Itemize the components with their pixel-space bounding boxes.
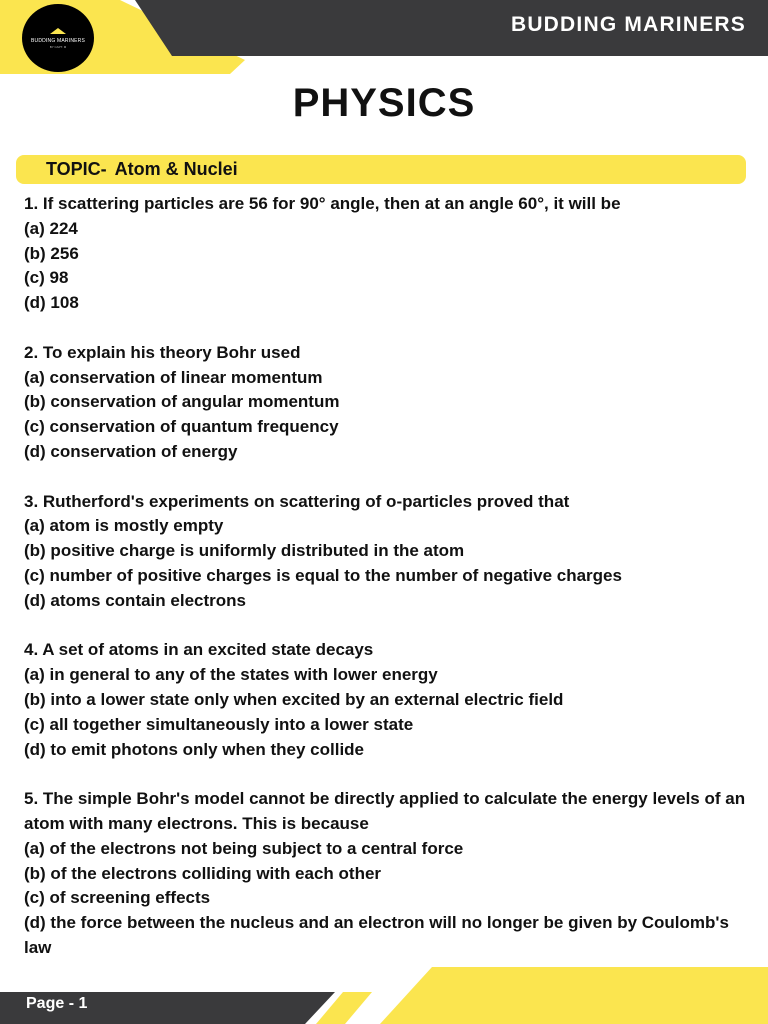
topic-name: Atom & Nuclei <box>114 159 238 179</box>
option: (c) of screening effects <box>24 888 211 908</box>
option: (a) of the electrons not being subject to a central force <box>24 838 464 858</box>
option: (c) conservation of quantum frequency <box>24 417 339 437</box>
option: (b) into a lower state only when excited by an external electric field <box>24 689 564 709</box>
option: (b) 256 <box>24 243 79 263</box>
option: (b) of the electrons colliding with each other <box>24 863 382 883</box>
option: (a) 224 <box>24 218 78 238</box>
brand-logo <box>22 4 94 72</box>
logo-subtext: BY CAPT. M <box>49 45 67 49</box>
option: (c) all together simultaneously into a lower state <box>24 714 414 734</box>
question-text: 2. To explain his theory Bohr used <box>24 342 301 362</box>
question-text: 5. The simple Bohr's model cannot be directly applied to calculate the energy levels of an atom with many electrons. This is because <box>24 789 746 833</box>
option: (d) conservation of energy <box>24 441 238 461</box>
question-2 <box>24 341 754 465</box>
option: (d) the force between the nucleus and an electron will no longer be given by Coulomb's law <box>24 913 729 957</box>
topic-bar <box>16 155 746 184</box>
question-3 <box>24 490 754 614</box>
logo-text: BUDDING MARINERS <box>30 38 86 44</box>
footer-decoration <box>0 964 768 1024</box>
question-text: 4. A set of atoms in an excited state decays <box>24 640 374 660</box>
question-text: 3. Rutherford's experiments on scattering of o-particles proved that <box>24 491 570 511</box>
option: (d) 108 <box>24 293 79 313</box>
option: (a) atom is mostly empty <box>24 516 224 536</box>
question-1 <box>24 192 754 316</box>
page-number: Page - 1 <box>26 995 88 1012</box>
topic-heading <box>46 159 238 180</box>
ship-icon <box>49 27 67 35</box>
option: (d) atoms contain electrons <box>24 590 246 610</box>
question-4 <box>24 638 754 762</box>
question-text: 1. If scattering particles are 56 for 90° angle, then at an angle 60°, it will be <box>24 194 621 213</box>
option: (a) conservation of linear momentum <box>24 367 323 387</box>
page-title: PHYSICS <box>292 81 476 125</box>
option: (c) 98 <box>24 268 69 288</box>
option: (b) positive charge is uniformly distributed in the atom <box>24 541 465 561</box>
question-5 <box>24 787 754 961</box>
header-decoration <box>0 0 768 80</box>
option: (a) in general to any of the states with lower energy <box>24 665 438 685</box>
question-list <box>24 192 754 986</box>
option: (b) conservation of angular momentum <box>24 392 340 412</box>
topic-label: TOPIC- <box>46 159 107 179</box>
option: (d) to emit photons only when they collide <box>24 739 364 759</box>
option: (c) number of positive charges is equal to the number of negative charges <box>24 565 622 585</box>
brand-name: BUDDING MARINERS <box>510 13 746 36</box>
